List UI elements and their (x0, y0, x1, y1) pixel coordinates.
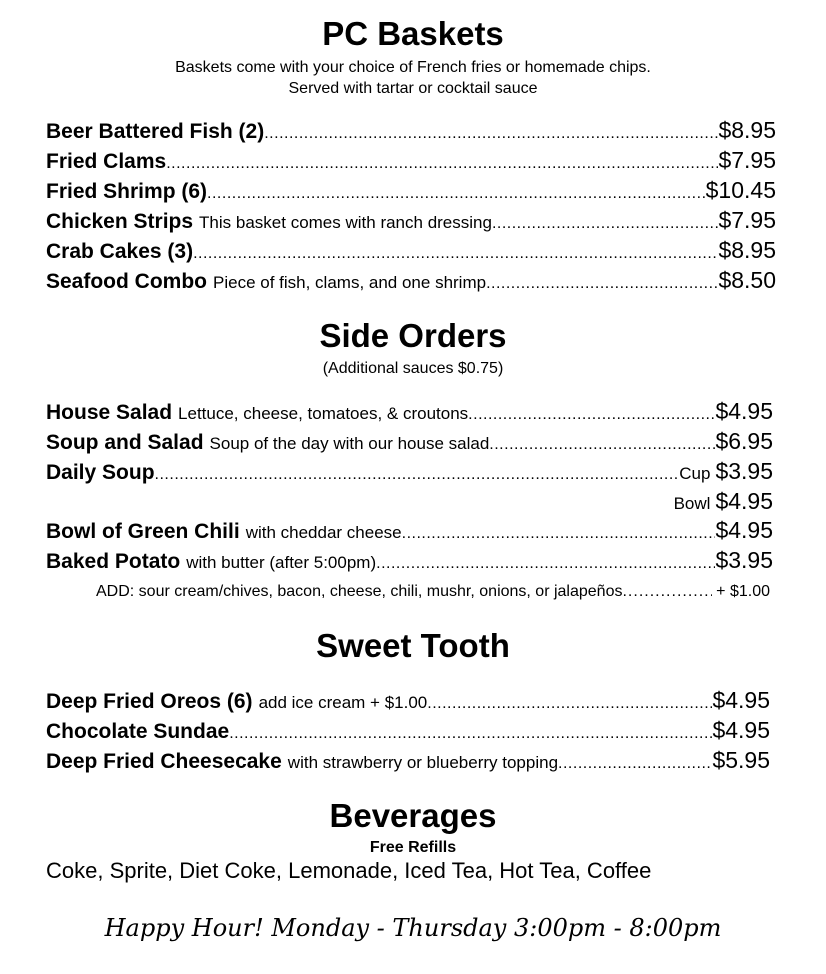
item-price: $8.95 (718, 117, 776, 143)
sides-note: (Additional sauces $0.75) (322, 360, 504, 377)
item-name: Soup and Salad (46, 431, 204, 454)
menu-item-daily-soup-bowl (46, 486, 773, 516)
addons-text: ADD: sour cream/chives, bacon, cheese, chili, mushr, onions, or jalapeños (96, 583, 623, 600)
menu-item-daily-soup (46, 456, 773, 486)
dot-leader (376, 549, 715, 579)
free-refills-note: Free Refills (369, 839, 457, 856)
menu-item-crab-cakes (46, 235, 776, 265)
item-name: Bowl of Green Chili (46, 520, 240, 543)
item-name: Chicken Strips (46, 210, 194, 233)
item-price: $4.95 (712, 687, 770, 713)
baskets-note-line2: Served with tartar or cocktail sauce (288, 80, 538, 97)
item-name: Beer Battered Fish (2) (46, 120, 265, 143)
menu-item-beer-battered-fish (46, 115, 776, 145)
menu-item-green-chili (46, 515, 773, 545)
item-description: This basket comes with ranch dressing (199, 213, 492, 232)
item-price: $10.45 (705, 177, 776, 203)
item-name: Chocolate Sundae (46, 720, 230, 743)
dot-leader (558, 749, 712, 779)
size-label-cup: Cup (679, 464, 711, 483)
menu-item-fried-clams (46, 145, 776, 175)
menu-item-house-salad (46, 396, 773, 426)
menu-item-deep-fried-cheesecake (46, 745, 770, 775)
item-name: Fried Shrimp (6) (46, 180, 208, 203)
item-price: $3.95 (715, 458, 773, 484)
menu-item-deep-fried-oreos (46, 685, 770, 715)
item-name: House Salad (46, 401, 173, 424)
sweets-title: Sweet Tooth (316, 627, 510, 664)
beverages-list: Coke, Sprite, Diet Coke, Lemonade, Iced Tea, Hot Tea, Coffee (46, 858, 652, 883)
item-name: Crab Cakes (3) (46, 240, 194, 263)
menu-item-fried-shrimp (46, 175, 776, 205)
beverages-title: Beverages (329, 797, 497, 834)
item-price: $4.95 (715, 488, 773, 514)
baskets-note-line1: Baskets come with your choice of French fries or homemade chips. (175, 59, 651, 76)
item-name: Deep Fried Cheesecake (46, 750, 282, 773)
item-description: with cheddar cheese (245, 523, 402, 542)
menu-item-soup-and-salad (46, 426, 773, 456)
item-price: $4.95 (715, 517, 773, 543)
item-price: $7.95 (718, 207, 776, 233)
size-label-bowl: Bowl (673, 494, 711, 513)
sides-title: Side Orders (319, 317, 507, 354)
item-price: $6.95 (715, 428, 773, 454)
item-price: $4.95 (715, 398, 773, 424)
item-name: Seafood Combo (46, 270, 207, 293)
addons-price: + $1.00 (716, 583, 770, 600)
item-price: $8.50 (718, 267, 776, 293)
item-description: Soup of the day with our house salad (209, 434, 490, 453)
item-price: $3.95 (715, 547, 773, 573)
item-price: $5.95 (712, 747, 770, 773)
item-name: Daily Soup (46, 461, 155, 484)
item-name: Baked Potato (46, 550, 181, 573)
happy-hour-banner: Happy Hour! Monday - Thursday 3:00pm - 8:00pm (104, 914, 722, 942)
baked-potato-addons (96, 580, 770, 604)
menu-item-chicken-strips (46, 205, 776, 235)
item-description: Piece of fish, clams, and one shrimp (213, 273, 487, 292)
menu-item-seafood-combo (46, 265, 776, 295)
baskets-title: PC Baskets (322, 15, 504, 52)
item-name: Deep Fried Oreos (6) (46, 690, 253, 713)
dot-leader (486, 269, 718, 299)
item-description: Lettuce, cheese, tomatoes, & croutons (178, 404, 469, 423)
item-description: add ice cream + $1.00 (258, 693, 428, 712)
item-description: with butter (after 5:00pm) (186, 553, 377, 572)
menu-item-chocolate-sundae (46, 715, 770, 745)
dot-leader (622, 580, 712, 604)
item-name: Fried Clams (46, 150, 167, 173)
menu-item-baked-potato (46, 545, 773, 575)
item-price: $7.95 (718, 147, 776, 173)
item-description: with strawberry or blueberry topping (287, 753, 559, 772)
item-price: $8.95 (718, 237, 776, 263)
item-price: $4.95 (712, 717, 770, 743)
